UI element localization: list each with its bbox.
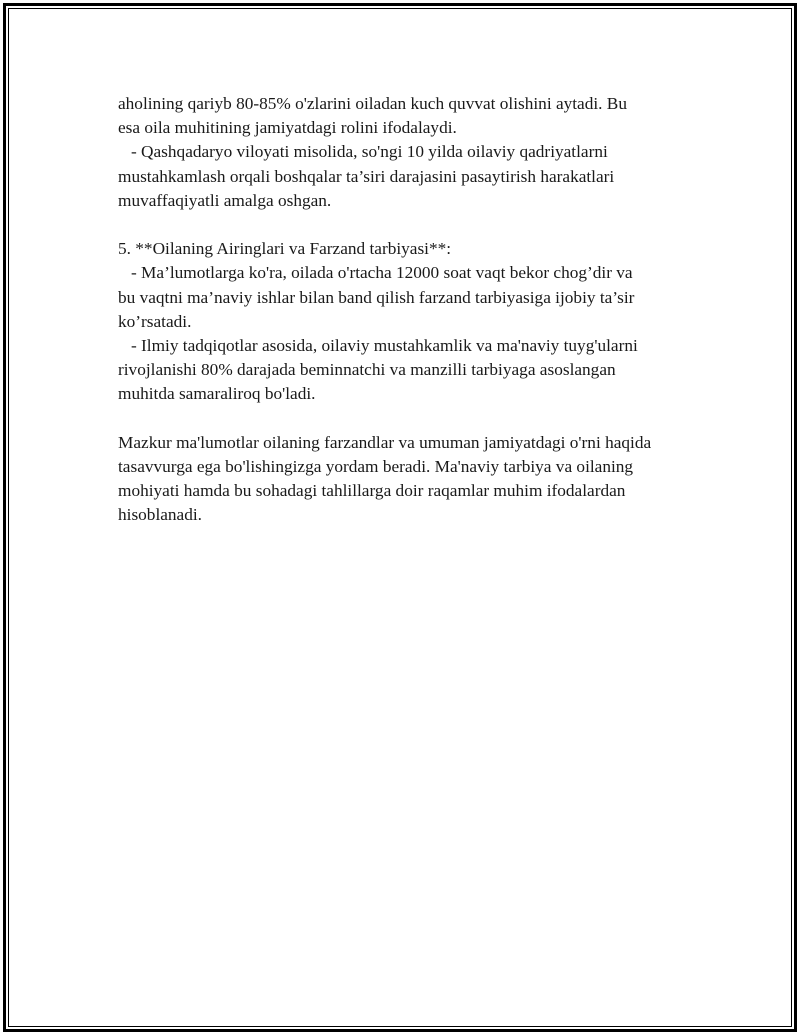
text-line: rivojlanishi 80% darajada beminnatchi va manzilli tarbiyaga asoslangan bbox=[118, 360, 616, 380]
text-line: muhitda samaraliroq bo'ladi. bbox=[118, 384, 316, 404]
paragraph-gap bbox=[118, 213, 718, 237]
paragraph-farzand-tarbiyasi bbox=[118, 237, 718, 406]
text-line: tasavvurga ega bo'lishingizga yordam beradi. Ma'naviy tarbiya va oilaning bbox=[118, 457, 634, 477]
text-line: Mazkur ma'lumotlar oilaning farzandlar va umuman jamiyatdagi o'rni haqida bbox=[118, 432, 652, 452]
document-body bbox=[118, 92, 718, 528]
text-line: muvaffaqiyatli amalga oshgan. bbox=[118, 190, 332, 210]
text-line: aholining qariyb 80-85% o'zlarini oiladan kuch quvvat olishini aytadi. Bu bbox=[118, 94, 627, 113]
text-line: mustahkamlash orqali boshqalar ta’siri darajasini pasaytirish harakatlari bbox=[118, 166, 615, 186]
text-line: - Ilmiy tadqiqotlar asosida, oilaviy mustahkamlik va ma'naviy tuyg'ularni bbox=[118, 336, 638, 356]
text-line: ko’rsatadi. bbox=[118, 311, 192, 331]
paragraph-oila-muhiti bbox=[118, 92, 718, 213]
paragraph-gap bbox=[118, 407, 718, 431]
text-line: esa oila muhitining jamiyatdagi rolini ifodalaydi. bbox=[118, 118, 457, 138]
text-line: - Qashqadaryo viloyati misolida, so'ngi 10 yilda oilaviy qadriyatlarni bbox=[118, 142, 608, 162]
paragraph-conclusion bbox=[118, 431, 718, 528]
text-line: mohiyati hamda bu sohadagi tahlillarga doir raqamlar muhim ifodalardan bbox=[118, 481, 626, 501]
text-line: - Ma’lumotlarga ko'ra, oilada o'rtacha 12000 soat vaqt bekor chog’dir va bbox=[118, 263, 633, 283]
text-line: bu vaqtni ma’naviy ishlar bilan band qilish farzand tarbiyasiga ijobiy ta’sir bbox=[118, 287, 635, 307]
section-heading: 5. **Oilaning Airinglari va Farzand tarbiyasi**: bbox=[118, 239, 452, 259]
text-line: hisoblanadi. bbox=[118, 505, 202, 525]
